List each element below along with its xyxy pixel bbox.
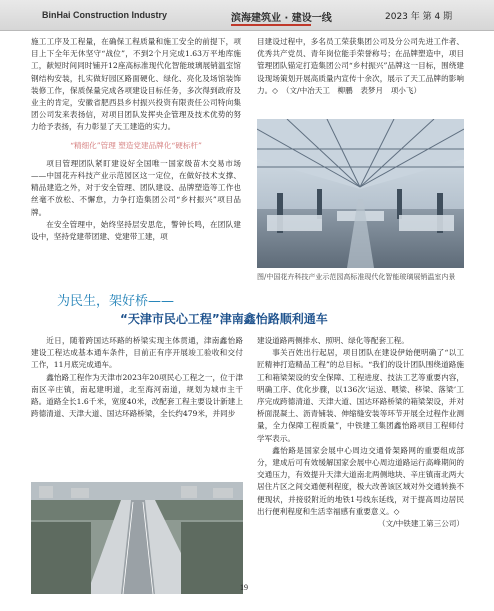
article2-paragraph: 鑫怡路工程作为天津市2023年20项民心工程之一，位于津南区辛庄镇，南起建明道，北至海河南道，规划为城市主干路。道路全长1.6千米，宽度40米，改配套工程主要设计新建上跨德清道、天津大道、国达环路桥梁，全长约479米，并同步 (31, 372, 243, 419)
page-header (0, 0, 494, 31)
article2-paragraph: 近日，随着跨国达环路的桥梁实现主体贯通，津南鑫怡路建设工程达成基本通车条件，目前正有序开展竣工验收和交付工作，11月底完成通车。 (31, 336, 243, 370)
article-title: “天津市民心工程”津南鑫怡路顺利通车 (120, 312, 328, 326)
article1-paragraph: 项目管理团队紧盯建设好全国唯一国家级苗木交易市场——中国花卉科技产业示范园区这一定位，在做好技术支撑、精品建造之外，对于安全管理、团队建设、品牌塑造等工作也丝毫不放松、不懈怠，力争打造集团公司“乡村振兴”项目品牌。 (31, 158, 241, 217)
greenhouse-illustration (257, 119, 464, 268)
article2-right-column (257, 335, 464, 530)
publication-name-en: BinHai Construction Industry (42, 10, 168, 20)
article1-paragraph: 目建设过程中，多名员工荣获集团公司及分公司先进工作者、优秀共产党员、青年岗位能手荣誉称号；在品牌塑造中，项目管理团队锚定打造集团公司“乡村振兴”品牌这一目标，围绕建设现场策划开展高质量内宣传十余次，展示了天工品牌的影响力。◇ （文/中冶天工 柳鹏 表梦月 项小飞） (257, 37, 464, 95)
greenhouse-photo (257, 119, 464, 268)
issue-label: 2023 年 第 4 期 (385, 12, 453, 22)
road-illustration (31, 482, 243, 594)
article1-subheading: “精细化”管理 塑造党建品牌化“硬标杆” (70, 140, 202, 150)
article1-right-column (257, 36, 464, 97)
article2-signature: （文/中铁建工第三公司） (377, 519, 464, 529)
greenhouse-photo-caption: 图/中国花卉科技产业示范园高标准现代化智能玻璃展销温室内景 (257, 273, 456, 281)
header-accent-bar (231, 24, 311, 26)
article1-paragraph: 施工工序及工程量，在确保工程质量和施工安全的前提下，项目上下全年无休坚守“战位”，不到2个月完成1.63万平地库施工，献短时间同时铺开12座高标准现代化智能玻璃展销温室馆钢结构安装，扎实做好园区路面硬化、绿化、亮化及场馆装饰装修工作，保质保量完成各项建设目标任务，多次得到政府及业主的肯定，安徽省肥西县乡村振兴投资有限责任公司特向集团公司发来表扬信，对项目团队发挥央企管理及技术优势的努力给予表扬，有力彰显了天工建造的实力。 (31, 37, 241, 132)
publication-name-cn: 滨海建筑业 · 建设一线 (231, 13, 332, 24)
article2-paragraph: 事关百姓出行起居，项目团队在建设伊始便明确了“以工匠精神打造精品工程”的总目标。“我们的设计团队围绕道路施工和箱梁架设的安全保障、工程进度、技法工艺等重要内容，明确工序、优化步骤，以136次‘运送、喂梁、移梁、落梁’工序完成跨德清道、天津大道、国达环路桥梁的箱梁架设，并对桥面混凝土、沥青铺装、伸缩缝安装等环节开展全过程作业测量，全力保障工程质量”，中铁建工集团鑫怡路项目工程师付学军表示。 (257, 348, 464, 443)
article1-paragraph: 在安全管理中，始终坚持层安思危，警钟长鸣，在团队建设中，坚持党建带团建、党建带工建，项 (31, 219, 241, 242)
article1-left-column (31, 36, 241, 243)
road-aerial-photo (31, 482, 243, 594)
section-title: 为民生，架好桥—— (57, 294, 175, 309)
article2-paragraph: 鑫怡路是国家会展中心周边交通骨架路网的重要组成部分，建成后可有效缓解国家会展中心周边道路运行高峰期间的交通压力，有效提升天津大道南北两侧地块、辛庄镇南北两大居住片区之间交通便利程度，极大改善该区域对外交通转换不便现状，并接驳附近的地铁1号线东延线，对于提高周边居民出行便利程度和生活幸福感有重要意义。◇ (257, 445, 464, 516)
article2-paragraph: 建设道路两侧排水、照明、绿化等配套工程。 (257, 336, 409, 345)
article2-left-column (31, 335, 243, 420)
page-number: 19 (240, 583, 248, 592)
